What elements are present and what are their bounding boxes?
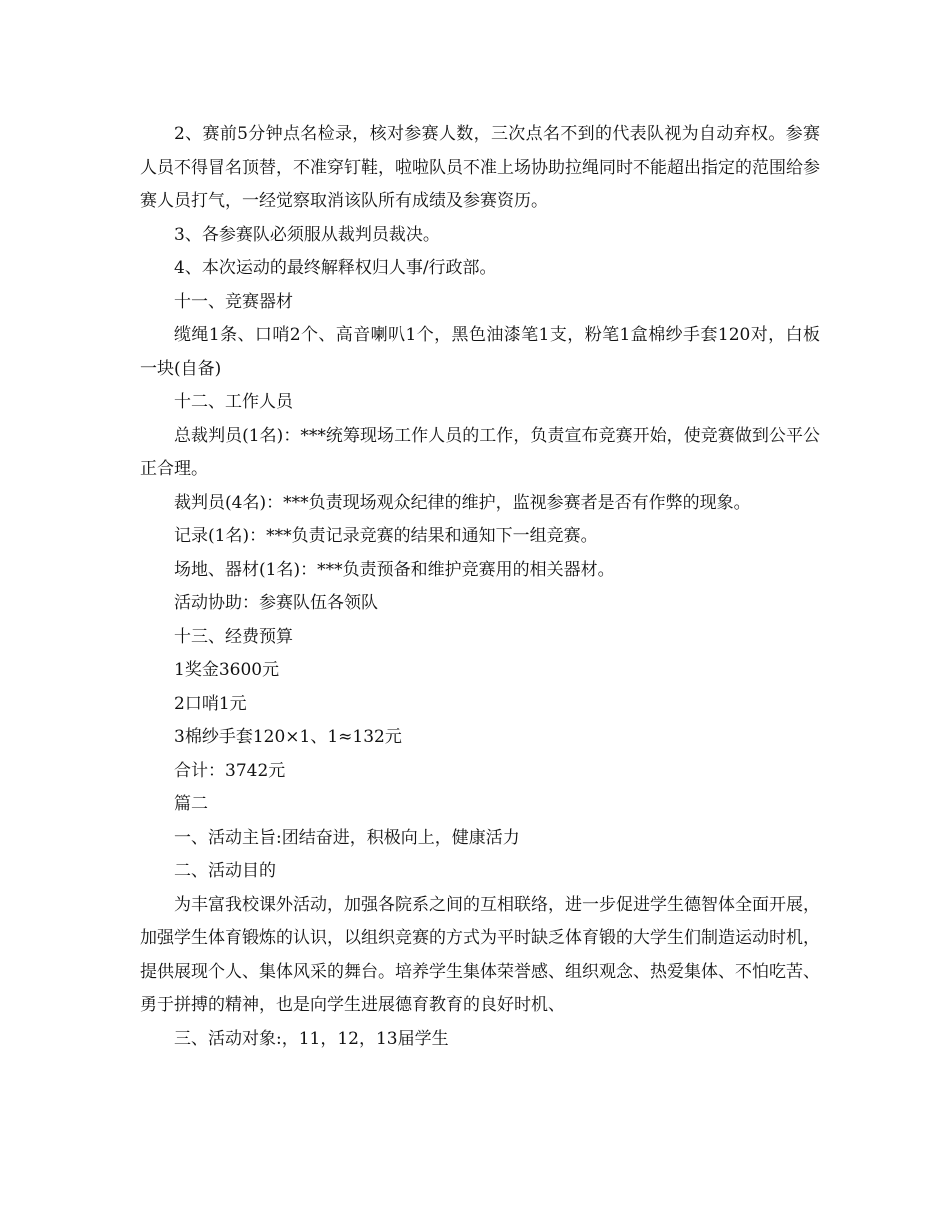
- budget-total: 合计：3742元: [174, 760, 286, 781]
- paragraph-activity-goal: 为丰富我校课外活动，加强各院系之间的互相联络，进一步促进学生德智体全面开展，加强学生体育锻炼的认识，以组织竞赛的方式为平时缺乏体育锻的大学生们制造运动时机，提供展现个人、集体风采的舞台。培养学生集体荣誉感、组织观念、热爱集体、不怕吃苦、勇于拼搏的精神，也是向学生进展德育教育的良好时机、: [140, 894, 820, 1015]
- budget-item-prize: 1奖金3600元: [174, 660, 280, 680]
- budget-item-gloves: 3棉纱手套120×1、1≈132元: [174, 727, 402, 747]
- paragraph-equipment-list: 缆绳1条、口哨2个、高音喇叭1个，黑色油漆笔1支，粉笔1盒棉纱手套120对，白板一块(自备): [140, 325, 820, 379]
- heading-activity-target: 三、活动对象:，11，12，13届学生: [174, 1028, 449, 1049]
- paragraph-recorder: 记录(1名)：***负责记录竞赛的结果和通知下一组竞赛。: [174, 526, 598, 546]
- section-title-part-two: 篇二: [174, 794, 208, 814]
- paragraph-rule-2: 2、赛前5分钟点名检录，核对参赛人数，三次点名不到的代表队视为自动弃权。参赛人员不得冒名顶替，不准穿钉鞋，啦啦队员不准上场协助拉绳同时不能超出指定的范围给参赛人员打气，一经觉察取消该队所有成绩及参赛资历。: [140, 124, 820, 211]
- paragraph-rule-3: 3、各参赛队必须服从裁判员裁决。: [174, 224, 440, 245]
- heading-budget: 十三、经费预算: [174, 626, 293, 647]
- paragraph-assistance: 活动协助：参赛队伍各领队: [174, 593, 378, 613]
- heading-activity-purpose: 一、活动主旨:团结奋进，积极向上，健康活力: [174, 827, 520, 848]
- budget-item-whistle: 2口哨1元: [174, 693, 247, 714]
- paragraph-rule-4: 4、本次运动的最终解释权归人事/行政部。: [174, 258, 497, 278]
- heading-staff: 十二、工作人员: [174, 392, 293, 412]
- paragraph-referees: 裁判员(4名)：***负责现场观众纪律的维护，监视参赛者是否有作弊的现象。: [174, 492, 751, 513]
- heading-equipment: 十一、竞赛器材: [174, 291, 293, 312]
- paragraph-venue-equipment: 场地、器材(1名)：***负责预备和维护竞赛用的相关器材。: [174, 559, 615, 580]
- paragraph-chief-referee: 总裁判员(1名)：***统筹现场工作人员的工作，负责宣布竞赛开始，使竞赛做到公平公正合理。: [140, 425, 820, 479]
- document-body: [140, 118, 820, 1056]
- heading-activity-goal: 二、活动目的: [174, 861, 276, 881]
